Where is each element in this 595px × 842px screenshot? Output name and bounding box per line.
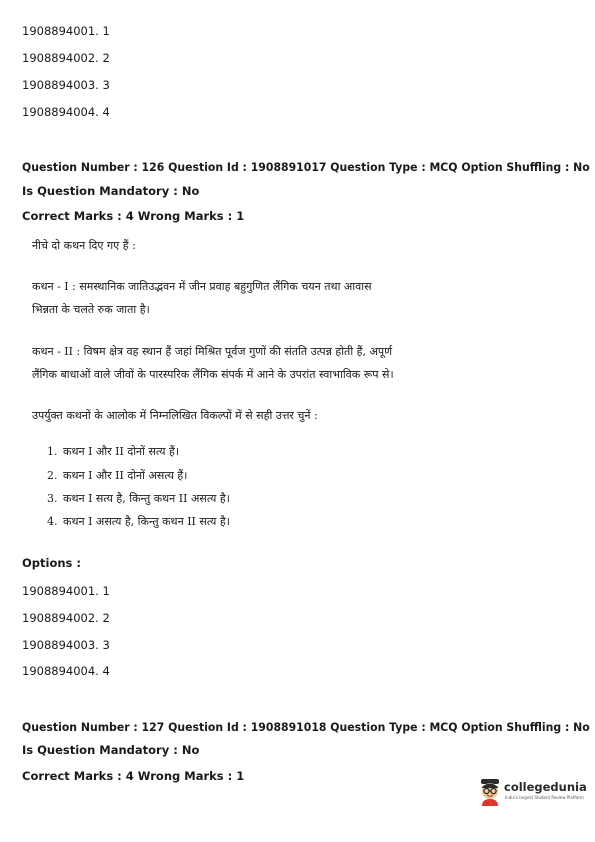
choice-item xyxy=(47,514,230,529)
option-line: 1908894003. 3 xyxy=(22,78,110,92)
choice-number: 2. xyxy=(47,469,58,482)
question-marks: Correct Marks : 4 Wrong Marks : 1 xyxy=(22,769,245,783)
choice-text: कथन I असत्य है, किन्तु कथन II सत्य है। xyxy=(63,515,230,528)
statement-2-line-1: कथन - II : विषम क्षेत्र वह स्थान हैं जहां मिश्रित पूर्वज गुणों की संतति उत्पन्न होती हैं, अपूर्ण xyxy=(32,345,393,358)
logo-brand: collegedunia xyxy=(504,780,587,794)
question-mandatory: Is Question Mandatory : No xyxy=(22,184,200,198)
logo-tagline: India's largest Student Review Platform xyxy=(505,795,584,800)
choice-text: कथन I और II दोनों सत्य हैं। xyxy=(63,445,180,458)
option-line: 1908894001. 1 xyxy=(22,24,110,38)
option-line: 1908894004. 4 xyxy=(22,664,110,678)
mascot-icon xyxy=(478,778,502,806)
question-header: Question Number : 127 Question Id : 1908891018 Question Type : MCQ Option Shuffling : No xyxy=(22,720,590,734)
choice-item xyxy=(47,491,230,506)
choice-item xyxy=(47,468,187,483)
choice-text: कथन I सत्य है, किन्तु कथन II असत्य है। xyxy=(63,492,230,505)
choice-text: कथन I और II दोनों असत्य हैं। xyxy=(63,469,188,482)
question-mandatory: Is Question Mandatory : No xyxy=(22,743,200,757)
question-instruction: उपर्युक्त कथनों के आलोक में निम्नलिखित विकल्पों में से सही उत्तर चुनें : xyxy=(32,409,318,422)
question-marks: Correct Marks : 4 Wrong Marks : 1 xyxy=(22,209,245,223)
collegedunia-logo xyxy=(478,778,588,808)
question-intro: नीचे दो कथन दिए गए हैं : xyxy=(32,239,136,252)
option-line: 1908894002. 2 xyxy=(22,611,110,625)
question-header: Question Number : 126 Question Id : 1908891017 Question Type : MCQ Option Shuffling : No xyxy=(22,160,590,174)
option-line: 1908894003. 3 xyxy=(22,638,110,652)
statement-1-line-1: कथन - I : समस्थानिक जातिउद्भवन में जीन प्रवाह बहुगुणित लैंगिक चयन तथा आवास xyxy=(32,280,372,293)
option-line: 1908894002. 2 xyxy=(22,51,110,65)
choice-number: 4. xyxy=(47,515,58,528)
option-line: 1908894001. 1 xyxy=(22,584,110,598)
choice-item xyxy=(47,444,179,459)
statement-1-line-2: भिन्नता के चलते रुक जाता है। xyxy=(32,303,150,316)
statement-2-line-2: लैंगिक बाधाओं वाले जीवों के पारस्परिक लैंगिक संपर्क में आने के उपरांत स्वाभाविक रूप से। xyxy=(32,368,394,381)
choice-number: 1. xyxy=(47,445,58,458)
options-label: Options : xyxy=(22,556,81,570)
choice-number: 3. xyxy=(47,492,58,505)
option-line: 1908894004. 4 xyxy=(22,105,110,119)
